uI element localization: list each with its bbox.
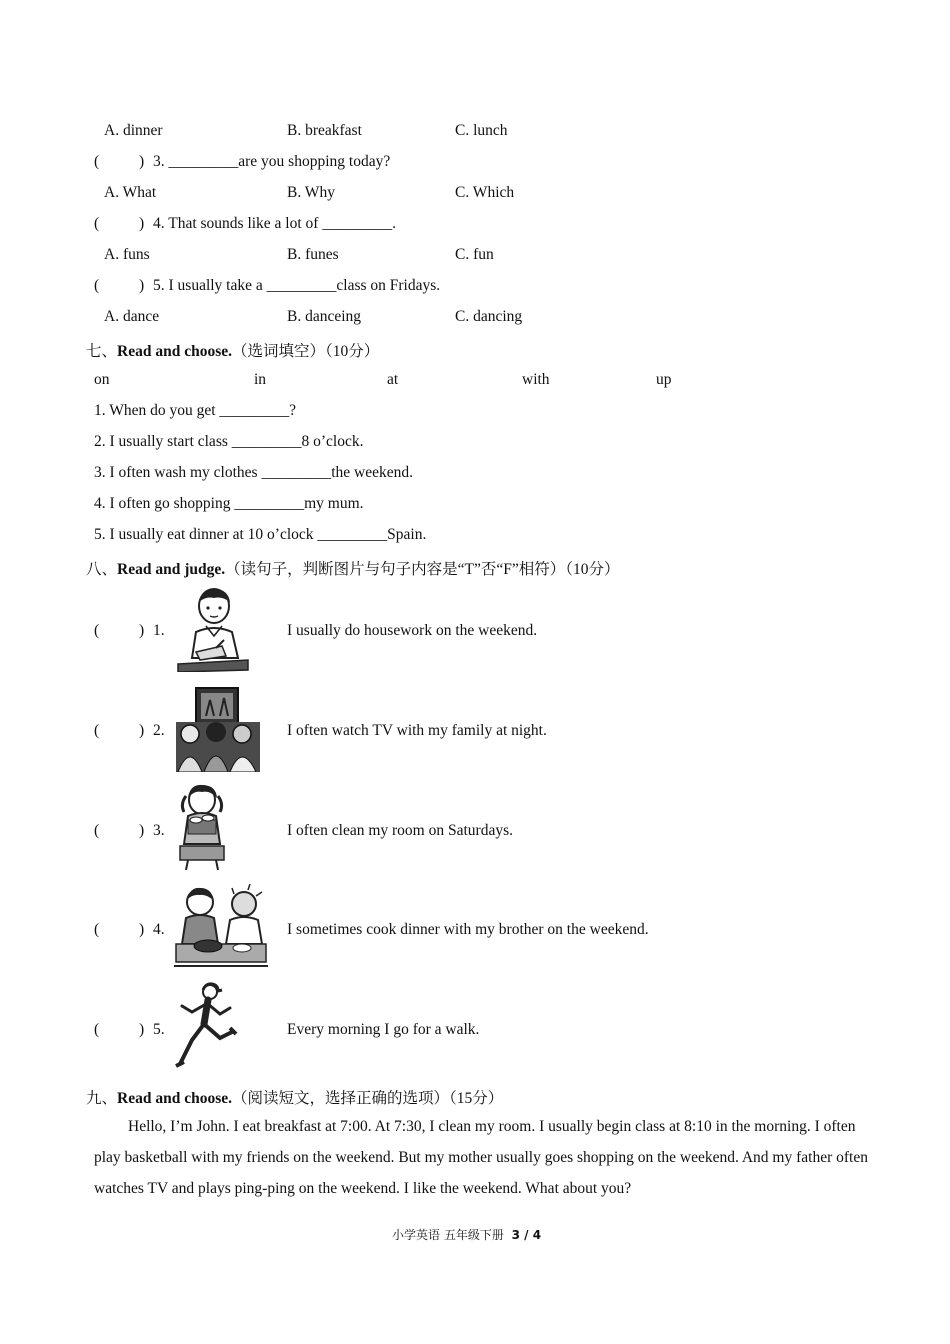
section-title: Read and judge. — [117, 561, 226, 578]
judge-sentence: I usually do housework on the weekend. — [287, 622, 538, 639]
answer-paren-open: ( — [94, 153, 100, 170]
section-note: （选词填空）（10分） — [232, 343, 380, 360]
boy-writing-picture — [176, 586, 250, 672]
girl-with-dishes-picture — [174, 784, 230, 870]
runner-picture — [172, 982, 240, 1070]
section-9-heading — [86, 1086, 503, 1108]
question-text: 3. _________are you shopping today? — [153, 153, 391, 170]
judge-sentence: I often clean my room on Saturdays. — [287, 822, 513, 839]
item-number: 5. — [153, 1021, 165, 1038]
answer-paren-close: ) — [139, 215, 145, 232]
question-text: 5. I usually take a _________class on Fridays. — [153, 277, 441, 294]
answer-paren-close: ) — [139, 622, 145, 639]
section-7-heading — [86, 339, 379, 361]
judge-sentence: I often watch TV with my family at night. — [287, 722, 547, 739]
option-c: C. lunch — [455, 122, 508, 139]
fill-item-2: 2. I usually start class _________8 o’clock. — [94, 433, 364, 450]
option-c: C. fun — [455, 246, 494, 263]
option-b: B. Why — [287, 184, 335, 201]
answer-paren-close: ) — [139, 277, 145, 294]
answer-paren-open: ( — [94, 622, 100, 639]
section-title: Read and choose. — [117, 343, 232, 360]
item-number: 4. — [153, 921, 165, 938]
fill-item-4: 4. I often go shopping _________my mum. — [94, 495, 364, 512]
option-a: A. funs — [104, 246, 150, 263]
section-8-heading — [86, 557, 619, 579]
item-number: 1. — [153, 622, 165, 639]
answer-paren-close: ) — [139, 921, 145, 938]
item-number: 2. — [153, 722, 165, 739]
answer-paren-close: ) — [139, 722, 145, 739]
section-note: （阅读短文，选择正确的选项）（15分） — [232, 1090, 504, 1107]
kids-eating-picture — [174, 884, 268, 968]
fill-item-3: 3. I often wash my clothes _________the weekend. — [94, 464, 413, 481]
option-a: A. What — [104, 184, 157, 201]
item-number: 3. — [153, 822, 165, 839]
question-text: 4. That sounds like a lot of _________. — [153, 215, 396, 232]
page-footer — [392, 1226, 541, 1243]
fill-item-5: 5. I usually eat dinner at 10 o’clock _________Spain. — [94, 526, 427, 543]
word-bank-item: in — [254, 371, 267, 388]
option-c: C. Which — [455, 184, 515, 201]
answer-paren-open: ( — [94, 277, 100, 294]
page-number: 3 / 4 — [511, 1228, 542, 1242]
word-bank-item: with — [522, 371, 550, 388]
answer-paren-open: ( — [94, 822, 100, 839]
answer-paren-open: ( — [94, 215, 100, 232]
fill-item-1: 1. When do you get _________? — [94, 402, 297, 419]
answer-paren-open: ( — [94, 921, 100, 938]
judge-sentence: I sometimes cook dinner with my brother on the weekend. — [287, 921, 649, 938]
footer-label: 小学英语 五年级下册 — [392, 1228, 504, 1242]
option-b: B. funes — [287, 246, 339, 263]
option-a: A. dance — [104, 308, 160, 325]
option-a: A. dinner — [104, 122, 163, 139]
section-number: 八、 — [86, 561, 118, 578]
section-number: 七、 — [86, 343, 118, 360]
option-b: B. danceing — [287, 308, 362, 325]
answer-paren-close: ) — [139, 153, 145, 170]
reading-passage: Hello, I’m John. I eat breakfast at 7:00. At 7:30, I clean my room. I usually begin class at 8:10 in the morning. I often play basketball with my friends on the weekend. But my mother usually goes shopping on the weekend. And my father often watches TV and plays ping-ping on the weekend. I like the weekend. What about you? — [94, 1118, 868, 1197]
word-bank-item: at — [387, 371, 399, 388]
family-watching-tv-picture — [176, 686, 260, 772]
answer-paren-open: ( — [94, 1021, 100, 1038]
option-b: B. breakfast — [287, 122, 362, 139]
section-note: （读句子，判断图片与句子内容是“T”否“F”相符）（10分） — [225, 561, 620, 578]
word-bank-item: up — [656, 371, 672, 388]
answer-paren-open: ( — [94, 722, 100, 739]
judge-sentence: Every morning I go for a walk. — [287, 1021, 480, 1038]
word-bank-item: on — [94, 371, 110, 388]
section-number: 九、 — [86, 1090, 118, 1107]
answer-paren-close: ) — [139, 822, 145, 839]
answer-paren-close: ) — [139, 1021, 145, 1038]
section-title: Read and choose. — [117, 1090, 232, 1107]
option-c: C. dancing — [455, 308, 523, 325]
